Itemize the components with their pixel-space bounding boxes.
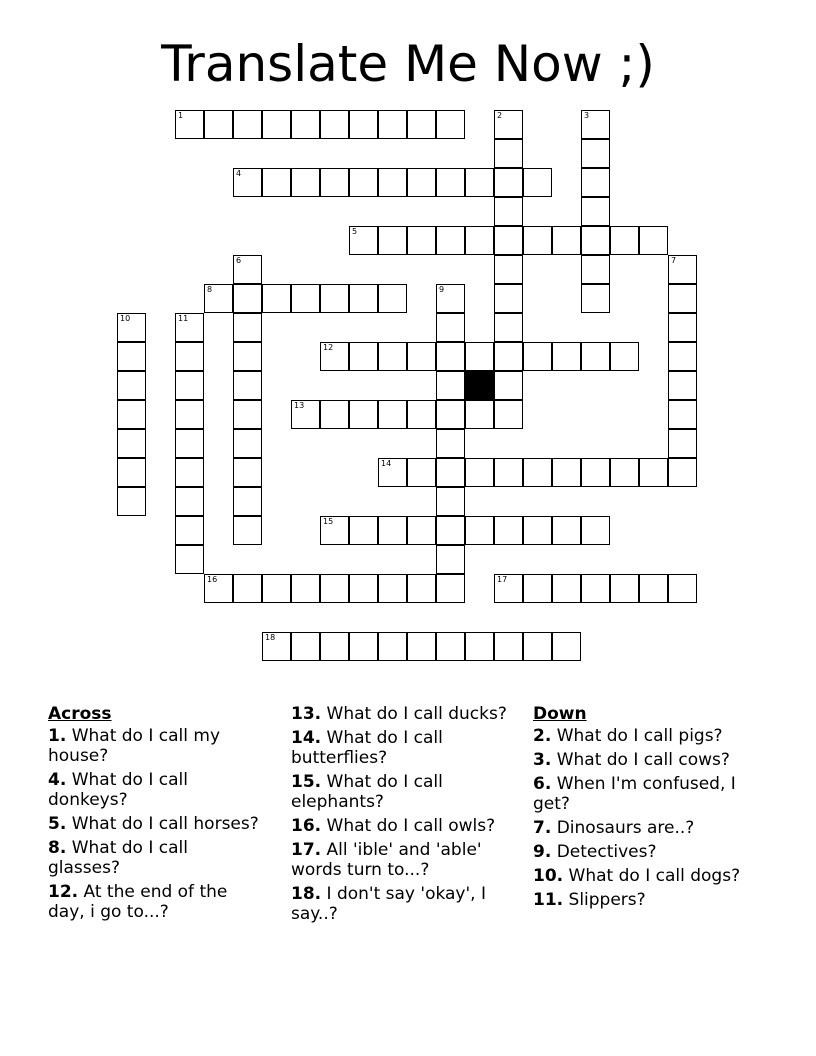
clue-number: 5	[352, 227, 358, 236]
clue-number-label: 13.	[291, 704, 322, 724]
crossword-cell[interactable]	[204, 284, 233, 313]
crossword-cell[interactable]	[436, 516, 465, 545]
crossword-cell[interactable]	[523, 574, 552, 603]
crossword-cell[interactable]	[349, 226, 378, 255]
crossword-cell[interactable]	[465, 516, 494, 545]
crossword-cell[interactable]	[639, 458, 668, 487]
clue-number-label: 18.	[291, 884, 322, 904]
crossword-cell[interactable]	[175, 342, 204, 371]
crossword-cell[interactable]	[117, 371, 146, 400]
crossword-cell[interactable]	[349, 342, 378, 371]
crossword-cell[interactable]	[494, 197, 523, 226]
crossword-cell[interactable]	[552, 632, 581, 661]
clue-item	[533, 774, 773, 814]
clue-number-label: 8.	[48, 838, 67, 858]
crossword-cell[interactable]	[320, 284, 349, 313]
crossword-cell[interactable]	[262, 574, 291, 603]
crossword-cell[interactable]	[291, 168, 320, 197]
crossword-cell[interactable]	[494, 168, 523, 197]
crossword-cell[interactable]	[378, 168, 407, 197]
black-cell	[465, 371, 494, 400]
crossword-cell[interactable]	[494, 371, 523, 400]
crossword-cell[interactable]	[262, 632, 291, 661]
clue-text: What do I call glasses?	[48, 838, 188, 878]
crossword-cell[interactable]	[668, 313, 697, 342]
crossword-cell[interactable]	[494, 139, 523, 168]
crossword-cell[interactable]	[233, 168, 262, 197]
clue-item	[48, 726, 263, 766]
clue-text: What do I call dogs?	[563, 866, 741, 886]
clue-number: 13	[294, 401, 305, 410]
clue-item	[533, 818, 773, 838]
crossword-cell[interactable]	[233, 371, 262, 400]
crossword-cell[interactable]	[494, 574, 523, 603]
crossword-cell[interactable]	[233, 516, 262, 545]
crossword-cell[interactable]	[523, 632, 552, 661]
clue-text: What do I call cows?	[551, 750, 730, 770]
crossword-cell[interactable]	[175, 516, 204, 545]
crossword-cell[interactable]	[668, 574, 697, 603]
crossword-cell[interactable]	[523, 226, 552, 255]
clue-text: What do I call butterflies?	[291, 728, 443, 768]
clue-number-label: 14.	[291, 728, 322, 748]
crossword-cell[interactable]	[320, 632, 349, 661]
clue-number: 17	[497, 575, 508, 584]
crossword-cell[interactable]	[639, 574, 668, 603]
crossword-cell[interactable]	[320, 516, 349, 545]
crossword-cell[interactable]	[175, 429, 204, 458]
crossword-cell[interactable]	[291, 110, 320, 139]
crossword-cell[interactable]	[465, 632, 494, 661]
crossword-cell[interactable]	[581, 284, 610, 313]
across-heading: Across	[48, 704, 112, 724]
crossword-cell[interactable]	[378, 458, 407, 487]
clue-item	[48, 814, 263, 834]
crossword-cell[interactable]	[320, 168, 349, 197]
clue-number-label: 6.	[533, 774, 552, 794]
crossword-cell[interactable]	[436, 458, 465, 487]
crossword-cell[interactable]	[668, 458, 697, 487]
crossword-cell[interactable]	[175, 400, 204, 429]
clue-item	[291, 704, 521, 724]
clue-text: What do I call ducks?	[321, 704, 507, 724]
clue-item	[533, 750, 773, 770]
crossword-cell[interactable]	[349, 632, 378, 661]
crossword-cell[interactable]	[291, 400, 320, 429]
clue-number: 3	[584, 111, 590, 120]
crossword-cell[interactable]	[581, 168, 610, 197]
crossword-cell[interactable]	[465, 226, 494, 255]
crossword-cell[interactable]	[610, 458, 639, 487]
crossword-cell[interactable]	[378, 632, 407, 661]
crossword-cell[interactable]	[668, 342, 697, 371]
clue-text: Dinosaurs are..?	[551, 818, 695, 838]
crossword-cell[interactable]	[494, 284, 523, 313]
crossword-cell[interactable]	[494, 516, 523, 545]
clue-number-label: 17.	[291, 840, 322, 860]
crossword-cell[interactable]	[494, 226, 523, 255]
clue-number: 2	[497, 111, 503, 120]
clue-text: All 'ible' and 'able' words turn to...?	[291, 840, 482, 880]
crossword-cell[interactable]	[610, 342, 639, 371]
crossword-cell[interactable]	[262, 168, 291, 197]
clue-text: When I'm confused, I get?	[533, 774, 736, 814]
crossword-cell[interactable]	[668, 371, 697, 400]
crossword-cell[interactable]	[523, 168, 552, 197]
crossword-cell[interactable]	[349, 168, 378, 197]
crossword-cell[interactable]	[233, 284, 262, 313]
crossword-cell[interactable]	[378, 516, 407, 545]
crossword-cell[interactable]	[436, 226, 465, 255]
crossword-cell[interactable]	[436, 429, 465, 458]
crossword-cell[interactable]	[378, 110, 407, 139]
crossword-cell[interactable]	[175, 110, 204, 139]
clue-item	[48, 882, 263, 922]
crossword-cell[interactable]	[581, 139, 610, 168]
crossword-cell[interactable]	[320, 400, 349, 429]
crossword-cell[interactable]	[175, 313, 204, 342]
clue-number-label: 16.	[291, 816, 322, 836]
crossword-cell[interactable]	[233, 400, 262, 429]
crossword-cell[interactable]	[262, 110, 291, 139]
crossword-cell[interactable]	[378, 284, 407, 313]
crossword-cell[interactable]	[291, 574, 320, 603]
clue-number: 1	[178, 111, 184, 120]
crossword-cell[interactable]	[581, 516, 610, 545]
crossword-cell[interactable]	[117, 313, 146, 342]
crossword-cell[interactable]	[378, 400, 407, 429]
crossword-cell[interactable]	[581, 574, 610, 603]
crossword-cell[interactable]	[291, 284, 320, 313]
crossword-cell[interactable]	[407, 400, 436, 429]
clue-number: 18	[265, 633, 276, 642]
clue-number: 15	[323, 517, 334, 526]
clue-item	[48, 838, 263, 878]
crossword-cell[interactable]	[117, 429, 146, 458]
crossword-cell[interactable]	[494, 458, 523, 487]
crossword-cell[interactable]	[436, 342, 465, 371]
crossword-cell[interactable]	[465, 168, 494, 197]
crossword-cell[interactable]	[494, 342, 523, 371]
crossword-cell[interactable]	[320, 110, 349, 139]
clue-number-label: 1.	[48, 726, 67, 746]
down-column	[533, 704, 773, 914]
crossword-cell[interactable]	[349, 516, 378, 545]
crossword-cell[interactable]	[233, 429, 262, 458]
clue-number-label: 3.	[533, 750, 552, 770]
crossword-cell[interactable]	[233, 342, 262, 371]
clue-text: At the end of the day, i go to...?	[48, 882, 228, 922]
crossword-cell[interactable]	[581, 197, 610, 226]
crossword-cell[interactable]	[436, 632, 465, 661]
crossword-cell[interactable]	[668, 284, 697, 313]
clue-item	[291, 840, 521, 880]
crossword-cell[interactable]	[117, 342, 146, 371]
crossword-cell[interactable]	[117, 458, 146, 487]
clue-text: What do I call owls?	[321, 816, 496, 836]
crossword-cell[interactable]	[436, 574, 465, 603]
clue-item	[291, 728, 521, 768]
crossword-cell[interactable]	[349, 284, 378, 313]
clue-number-label: 5.	[48, 814, 67, 834]
crossword-cell[interactable]	[349, 400, 378, 429]
crossword-cell[interactable]	[407, 574, 436, 603]
crossword-cell[interactable]	[407, 516, 436, 545]
crossword-cell[interactable]	[436, 313, 465, 342]
crossword-cell[interactable]	[552, 342, 581, 371]
crossword-cell[interactable]	[552, 458, 581, 487]
crossword-cell[interactable]	[349, 110, 378, 139]
crossword-cell[interactable]	[610, 226, 639, 255]
crossword-cell[interactable]	[668, 400, 697, 429]
clue-number: 7	[671, 256, 677, 265]
clue-number-label: 2.	[533, 726, 552, 746]
crossword-cell[interactable]	[233, 574, 262, 603]
clue-number: 16	[207, 575, 218, 584]
clue-number: 9	[439, 285, 445, 294]
crossword-cell[interactable]	[349, 574, 378, 603]
crossword-cell[interactable]	[436, 168, 465, 197]
crossword-cell[interactable]	[494, 110, 523, 139]
clue-item	[533, 866, 773, 886]
clue-number: 12	[323, 343, 334, 352]
crossword-cell[interactable]	[175, 487, 204, 516]
clue-number: 14	[381, 459, 392, 468]
crossword-cell[interactable]	[378, 342, 407, 371]
crossword-cell[interactable]	[494, 400, 523, 429]
clue-number-label: 11.	[533, 890, 564, 910]
crossword-cell[interactable]	[233, 487, 262, 516]
crossword-cell[interactable]	[378, 226, 407, 255]
clue-item	[533, 890, 773, 910]
crossword-cell[interactable]	[465, 458, 494, 487]
crossword-cell[interactable]	[436, 545, 465, 574]
crossword-cell[interactable]	[204, 574, 233, 603]
crossword-cell[interactable]	[523, 342, 552, 371]
crossword-cell[interactable]	[465, 342, 494, 371]
crossword-cell[interactable]	[233, 255, 262, 284]
clue-number-label: 4.	[48, 770, 67, 790]
clue-number-label: 15.	[291, 772, 322, 792]
crossword-cell[interactable]	[233, 458, 262, 487]
crossword-cell[interactable]	[436, 371, 465, 400]
clue-number: 6	[236, 256, 242, 265]
clue-number-label: 12.	[48, 882, 79, 902]
crossword-cell[interactable]	[407, 632, 436, 661]
crossword-cell[interactable]	[117, 487, 146, 516]
crossword-cell[interactable]	[581, 458, 610, 487]
crossword-cell[interactable]	[436, 487, 465, 516]
across-column-2	[291, 704, 521, 928]
crossword-cell[interactable]	[639, 226, 668, 255]
clue-number: 10	[120, 314, 131, 323]
crossword-cell[interactable]	[233, 313, 262, 342]
crossword-cell[interactable]	[407, 110, 436, 139]
crossword-cell[interactable]	[581, 110, 610, 139]
clue-number: 4	[236, 169, 242, 178]
clue-item	[291, 772, 521, 812]
crossword-cell[interactable]	[407, 458, 436, 487]
clue-text: What do I call elephants?	[291, 772, 443, 812]
crossword-cell[interactable]	[320, 342, 349, 371]
crossword-cell[interactable]	[175, 458, 204, 487]
crossword-cell[interactable]	[407, 342, 436, 371]
crossword-cell[interactable]	[262, 284, 291, 313]
clue-number: 11	[178, 314, 189, 323]
down-heading: Down	[533, 704, 587, 724]
crossword-cell[interactable]	[378, 574, 407, 603]
crossword-cell[interactable]	[523, 458, 552, 487]
crossword-cell[interactable]	[291, 632, 320, 661]
clue-item	[291, 884, 521, 924]
crossword-cell[interactable]	[610, 574, 639, 603]
clue-item	[533, 726, 773, 746]
crossword-cell[interactable]	[407, 226, 436, 255]
across-column-1	[48, 704, 263, 926]
crossword-cell[interactable]	[494, 255, 523, 284]
crossword-cell[interactable]	[668, 255, 697, 284]
crossword-cell[interactable]	[436, 400, 465, 429]
clue-text: What do I call donkeys?	[48, 770, 188, 810]
clue-number-label: 7.	[533, 818, 552, 838]
crossword-cell[interactable]	[407, 168, 436, 197]
clue-text: What do I call horses?	[66, 814, 259, 834]
clue-text: What do I call my house?	[48, 726, 221, 766]
crossword-cell[interactable]	[494, 632, 523, 661]
crossword-cell[interactable]	[320, 574, 349, 603]
clue-text: What do I call pigs?	[551, 726, 723, 746]
crossword-cell[interactable]	[233, 110, 262, 139]
crossword-cell[interactable]	[552, 516, 581, 545]
crossword-cell[interactable]	[204, 110, 233, 139]
clue-number-label: 9.	[533, 842, 552, 862]
clue-item	[48, 770, 263, 810]
crossword-cell[interactable]	[581, 226, 610, 255]
crossword-cell[interactable]	[581, 255, 610, 284]
crossword-cell[interactable]	[581, 342, 610, 371]
crossword-cell[interactable]	[175, 545, 204, 574]
clue-text: Detectives?	[551, 842, 657, 862]
clue-number-label: 10.	[533, 866, 564, 886]
clue-item	[533, 842, 773, 862]
clue-text: Slippers?	[563, 890, 646, 910]
crossword-cell[interactable]	[117, 400, 146, 429]
crossword-cell[interactable]	[552, 226, 581, 255]
crossword-cell[interactable]	[436, 110, 465, 139]
clue-number: 8	[207, 285, 213, 294]
crossword-cell[interactable]	[465, 400, 494, 429]
crossword-cell[interactable]	[552, 574, 581, 603]
clue-item	[291, 816, 521, 836]
puzzle-title: Translate Me Now ;)	[161, 35, 655, 93]
crossword-cell[interactable]	[494, 313, 523, 342]
clue-text: I don't say 'okay', I say..?	[291, 884, 486, 924]
crossword-cell[interactable]	[668, 429, 697, 458]
crossword-cell[interactable]	[523, 516, 552, 545]
crossword-cell[interactable]	[175, 371, 204, 400]
crossword-cell[interactable]	[436, 284, 465, 313]
